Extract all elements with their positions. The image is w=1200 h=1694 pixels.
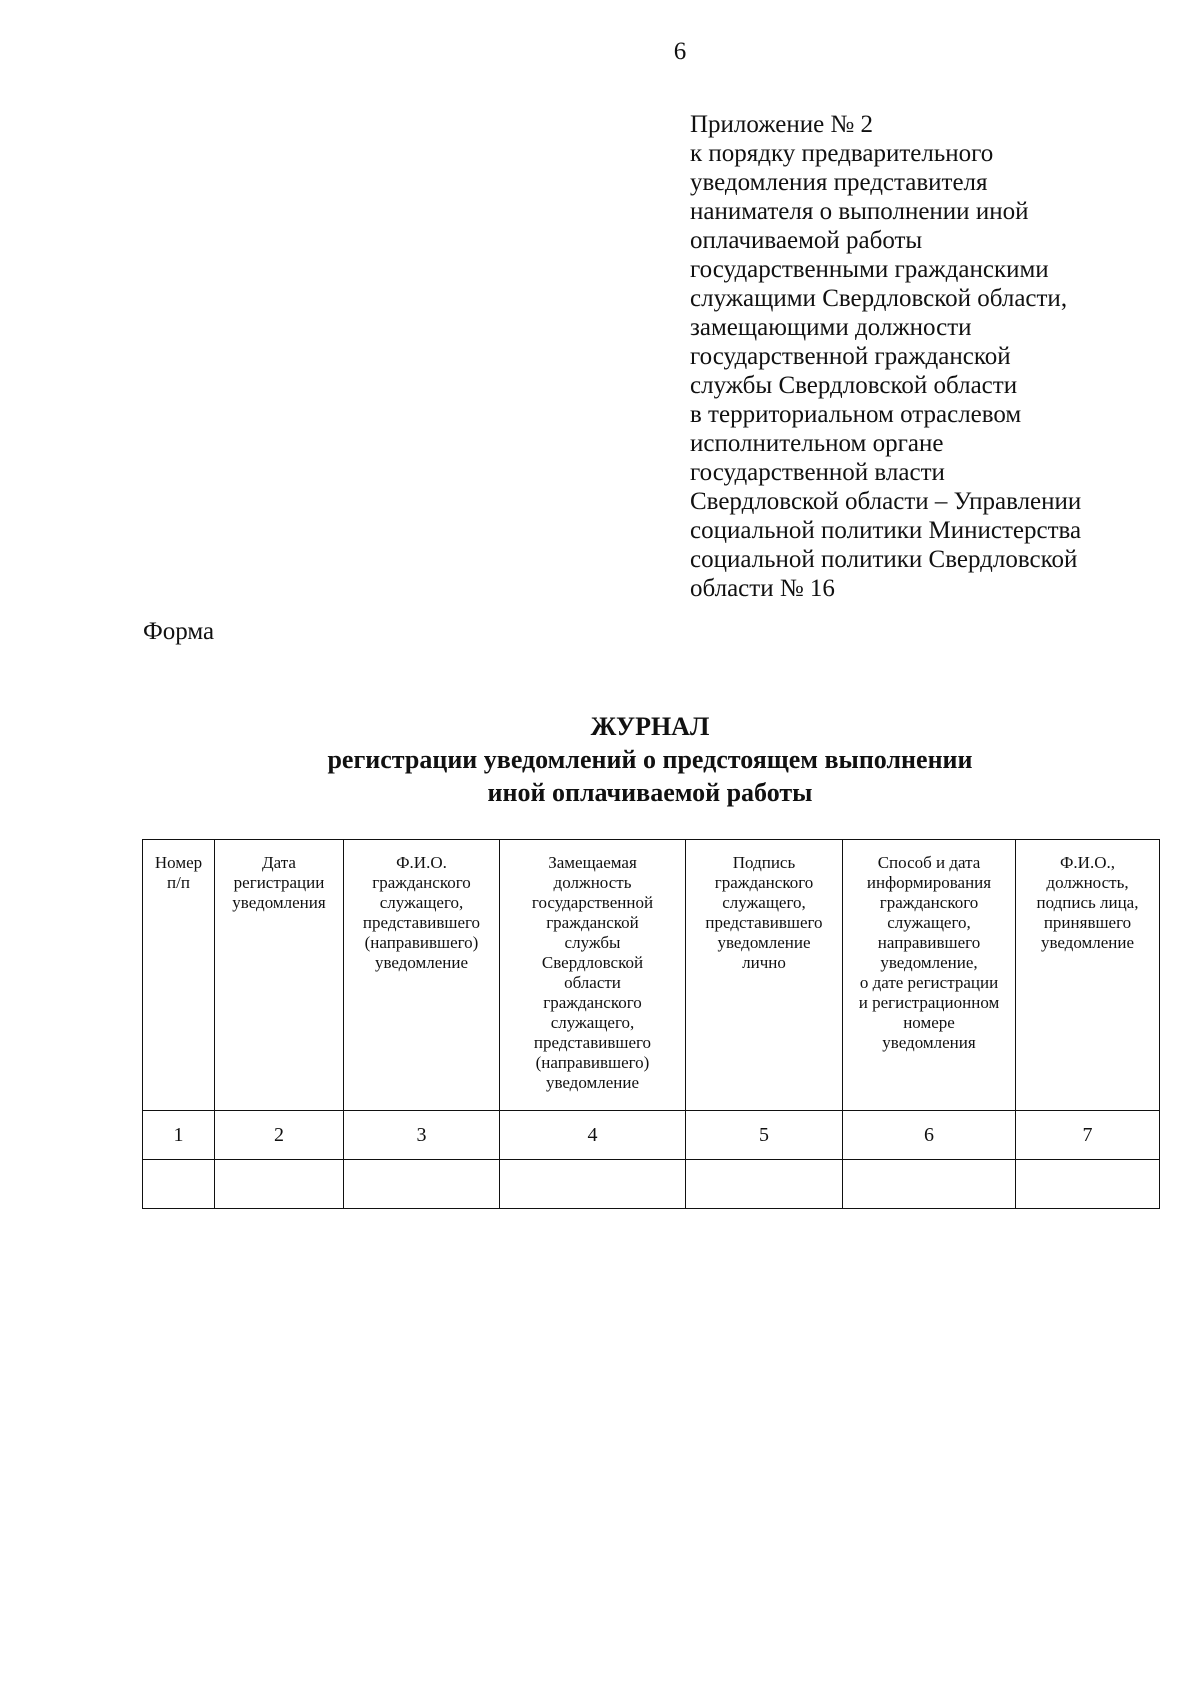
appendix-header [690, 110, 1160, 603]
page-number: 6 [673, 38, 687, 65]
column-number-row [143, 1111, 1160, 1160]
title-line-subtitle: регистрации уведомлений о предстоящем выполнении [327, 745, 973, 774]
title-line-main: ЖУРНАЛ [590, 712, 710, 741]
empty-entry-row [143, 1160, 1160, 1209]
table-header-row [143, 840, 1160, 1111]
appendix-line: государственной власти [690, 459, 945, 486]
appendix-line: уведомления представителя [690, 169, 988, 196]
appendix-line: нанимателя о выполнении иной [690, 198, 1029, 225]
appendix-line: Приложение № 2 [690, 111, 874, 138]
column-number: 3 [344, 1111, 500, 1160]
column-header: Способ и дата информирования гражданского служащего, направившего уведомление, о дате регистрации и регистрационном номере уведомления [843, 840, 1016, 1111]
column-header: Подпись гражданского служащего, представившего уведомление лично [686, 840, 843, 1111]
empty-cell [344, 1160, 500, 1209]
appendix-line: социальной политики Министерства [690, 517, 1082, 544]
appendix-line: служащими Свердловской области, [690, 285, 1068, 312]
column-header: Замещаемая должность государственной гражданской службы Свердловской области гражданского служащего, представившего (направившего) уведомление [500, 840, 686, 1111]
empty-cell [686, 1160, 843, 1209]
empty-cell [1016, 1160, 1160, 1209]
title-line-subtitle: иной оплачиваемой работы [487, 778, 813, 807]
empty-cell [215, 1160, 344, 1209]
appendix-line: исполнительном органе [690, 430, 944, 457]
column-number: 6 [843, 1111, 1016, 1160]
empty-cell [843, 1160, 1016, 1209]
appendix-line: области № 16 [690, 575, 835, 602]
appendix-line: государственными гражданскими [690, 256, 1049, 283]
appendix-line: замещающими должности [690, 314, 972, 341]
column-header: Номер п/п [143, 840, 215, 1111]
appendix-line: оплачиваемой работы [690, 227, 923, 254]
column-header: Дата регистрации уведомления [215, 840, 344, 1111]
column-header: Ф.И.О. гражданского служащего, представившего (направившего) уведомление [344, 840, 500, 1111]
appendix-line: в территориальном отраслевом [690, 401, 1022, 428]
appendix-line: службы Свердловской области [690, 372, 1018, 399]
column-number: 7 [1016, 1111, 1160, 1160]
empty-cell [143, 1160, 215, 1209]
journal-table [142, 839, 1160, 1209]
appendix-line: Свердловской области – Управлении [690, 488, 1082, 515]
column-number: 2 [215, 1111, 344, 1160]
form-label: Форма [143, 618, 215, 645]
journal-title [140, 710, 1160, 809]
empty-cell [500, 1160, 686, 1209]
appendix-line: социальной политики Свердловской [690, 546, 1078, 573]
column-header: Ф.И.О., должность, подпись лица, принявшего уведомление [1016, 840, 1160, 1111]
appendix-line: к порядку предварительного [690, 140, 994, 167]
column-number: 5 [686, 1111, 843, 1160]
column-number: 4 [500, 1111, 686, 1160]
appendix-line: государственной гражданской [690, 343, 1011, 370]
column-number: 1 [143, 1111, 215, 1160]
